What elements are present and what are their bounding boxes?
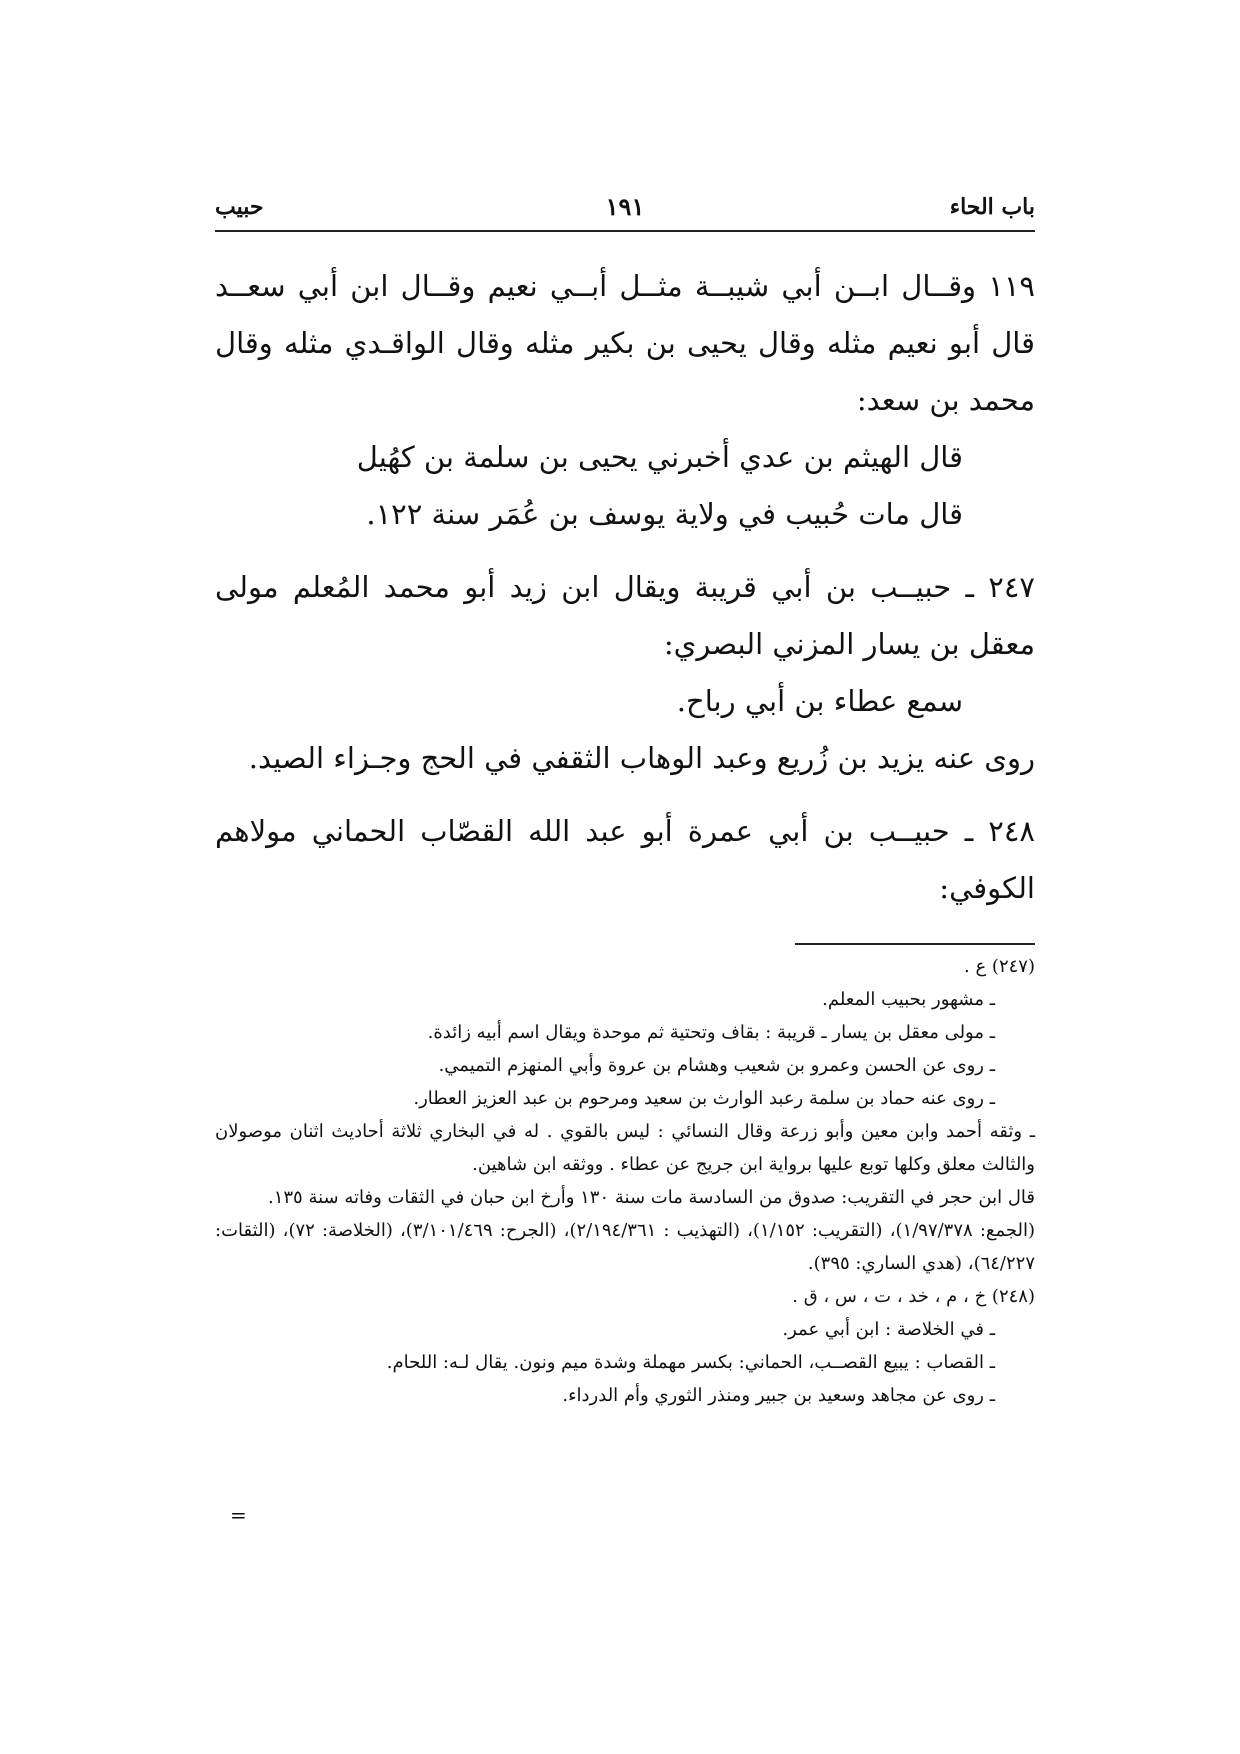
- chapter-title: باب الحاء: [949, 194, 1035, 220]
- paragraph-119: ١١٩ وقــال ابــن أبي شيبــة مثــل أبــي نعيم وقــال ابن أبي سعــد قال أبو نعيم مثله وقال يحيى بن بكير مثله وقال الواقـدي مثله وقال محمد بن سعد:: [215, 269, 1035, 417]
- footnote-248-line: ـ روى عن مجاهد وسعيد بن جبير ومنذر الثوري وأم الدرداء.: [562, 1385, 995, 1406]
- footnote-247-title: (٢٤٧) ع .: [964, 956, 1035, 977]
- footnote-248-title: (٢٤٨) خ ، م ، خد ، ت ، س ، ق .: [792, 1286, 1035, 1307]
- footnote-247-line: قال ابن حجر في التقريب: صدوق من السادسة مات سنة ١٣٠ وأرخ ابن حبان في الثقات وفاته سنة ١٣٥.: [267, 1187, 1035, 1208]
- paragraph-119-line3: قال مات حُبيب في ولاية يوسف بن عُمَر سنة ١٢٢.: [366, 497, 963, 531]
- continuation-mark: =: [230, 1503, 247, 1527]
- running-header: [215, 190, 1035, 230]
- running-title: حبيب: [215, 194, 264, 220]
- footnote-247-line: ـ روى عن الحسن وعمرو بن شعيب وهشام بن عروة وأبي المنهزم التميمي.: [438, 1055, 995, 1076]
- entry-247-heard: سمع عطاء بن أبي رباح.: [676, 684, 963, 718]
- main-text: [215, 258, 1035, 917]
- entry-248-heading: ٢٤٨ ـ حبيــب بن أبي عمرة أبو عبد الله القصّاب الحماني مولاهم الكوفي:: [215, 814, 1035, 905]
- footnote-247-references: (الجمع: ١/٩٧/٣٧٨)، (التقريب: ١/١٥٢)، (التهذيب : ٢/١٩٤/٣٦١)، (الجرح: ٣/١٠١/٤٦٩)، (الخلاصة: ٧٢)، (الثقات: ٦٤/٢٢٧)، (هدي الساري: ٣٩٥).: [215, 1220, 1035, 1274]
- footnote-247-line: ـ مولى معقل بن يسار ـ قريبة : بقاف وتحتية ثم موحدة ويقال اسم أبيه زائدة.: [427, 1022, 995, 1043]
- footnote-247-line: ـ روى عنه حماد بن سلمة رعبد الوارث بن سعيد ومرحوم بن عبد العزيز العطار.: [413, 1088, 995, 1109]
- footnote-rule: [795, 943, 1035, 945]
- page-number: ١٩١: [605, 192, 645, 221]
- footnote-247-line: ـ وثقه أحمد وابن معين وأبو زرعة وقال النسائي : ليس بالقوي . له في البخاري ثلاثة أحاديث اثنان موصولان والثالث معلق وكلها توبع عليها برواية ابن جريج عن عطاء . ووثقه ابن شاهين.: [215, 1121, 1035, 1175]
- footnote-248-line: ـ في الخلاصة : ابن أبي عمر.: [782, 1319, 995, 1340]
- entry-247-heading: ٢٤٧ ـ حبيــب بن أبي قريبة ويقال ابن زيد أبو محمد المُعلم مولى معقل بن يسار المزني البصري:: [215, 570, 1035, 661]
- paragraph-119-line2: قال الهيثم بن عدي أخبرني يحيى بن سلمة بن كهُيل: [356, 440, 963, 474]
- footnote-247-line: ـ مشهور بحبيب المعلم.: [822, 989, 995, 1010]
- footnotes: [215, 950, 1035, 1412]
- entry-247-narrators: روى عنه يزيد بن زُريع وعبد الوهاب الثقفي في الحج وجـزاء الصيد.: [248, 741, 1035, 775]
- header-rule: [215, 230, 1035, 232]
- footnote-248-line: ـ القصاب : يبيع القصــب، الحماني: بكسر مهملة وشدة ميم ونون. يقال لـه: اللحام.: [386, 1352, 995, 1373]
